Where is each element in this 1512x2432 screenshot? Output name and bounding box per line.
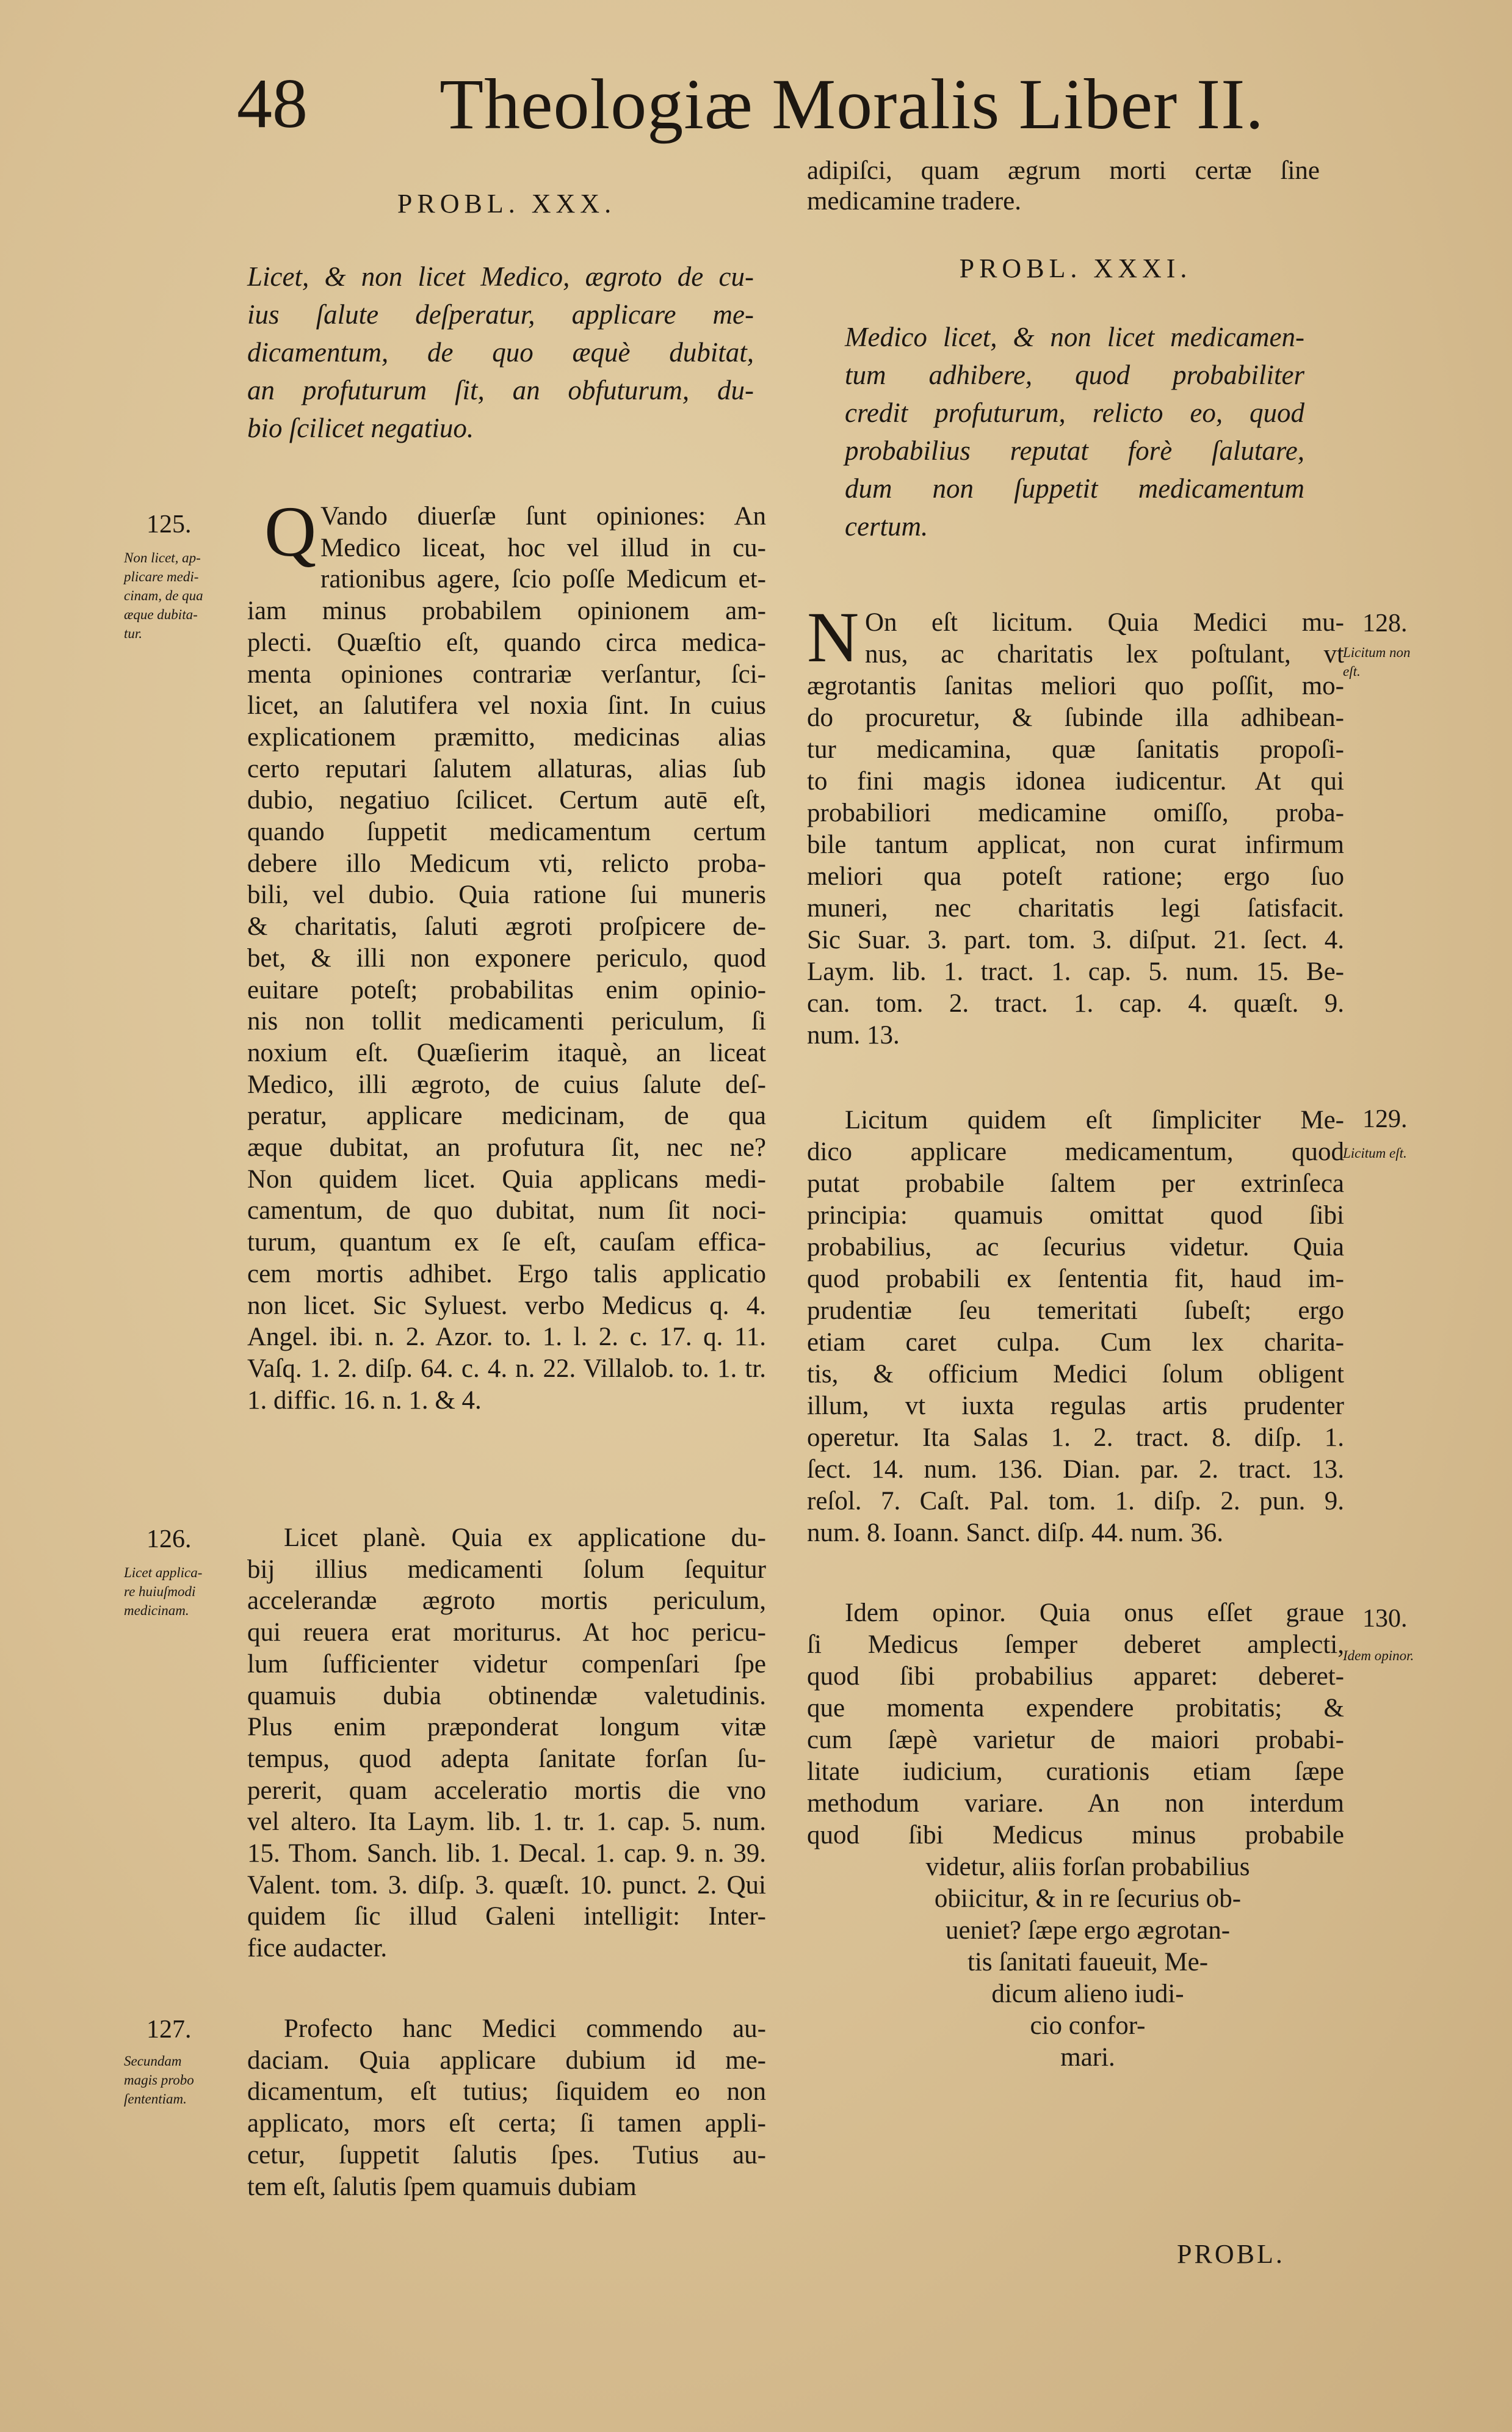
paragraph-line: menta opiniones contrariæ verſantur, ſci- [247, 659, 766, 689]
paragraph-line: quod ſibi probabilius apparet: deberet- [807, 1662, 1344, 1691]
problem-title-line: certum. [845, 511, 928, 542]
marginal-note-line: eſt. [1343, 664, 1361, 679]
paragraph-line: Medico, illi ægroto, de cuius ſalute deſ- [247, 1070, 766, 1099]
paragraph-line: daciam. Quia applicare dubium id me- [247, 2045, 766, 2075]
paragraph-line: bij illius medicamenti ſolum ſequitur [247, 1555, 766, 1584]
paragraph-line: plecti. Quæſtio eſt, quando circa medica- [247, 628, 766, 657]
paragraph-line: On eſt licitum. Quia Medici mu- [865, 608, 1344, 637]
problem-heading: PROBL. XXX. [397, 189, 617, 219]
paragraph-line: 1. diffic. 16. n. 1. & 4. [247, 1385, 482, 1415]
marginal-note-line: ſententiam. [124, 2091, 187, 2107]
paragraph-line: videtur, aliis forſan probabilius [925, 1853, 1250, 1881]
paragraph-line: dico applicare medicamentum, quod [807, 1138, 1344, 1166]
paragraph-line: certo reputari ſalutem allaturas, alias ſub [247, 754, 766, 783]
paragraph-line: Licet planè. Quia ex applicatione du- [284, 1523, 766, 1552]
paragraph-line: cem mortis adhibet. Ergo talis applicatio [247, 1259, 766, 1288]
paragraph-line: bili, vel dubio. Quia ratione ſui muneris [247, 880, 766, 910]
marginal-note-line: Non licet, ap- [124, 550, 201, 565]
marginal-note [1343, 1144, 1465, 1163]
paragraph-line: num. 8. Ioann. Sanct. diſp. 44. num. 36. [807, 1519, 1223, 1547]
paragraph-line: cio confor- [1030, 2011, 1146, 2040]
problem-title-line: dum non ſuppetit medicamentum [845, 473, 1304, 504]
problem-title-line: Medico licet, & non licet medicamen- [845, 322, 1304, 352]
paragraph-line: tis, & officium Medici ſolum obligent [807, 1360, 1344, 1388]
paragraph-line: Vaſq. 1. 2. diſp. 64. c. 4. n. 22. Villalob. to. 1. tr. [247, 1354, 766, 1383]
paragraph-line: Angel. ibi. n. 2. Azor. to. 1. l. 2. c. 17. q. 11. [247, 1323, 766, 1352]
paragraph-line: prudentiæ ſeu temeritati ſubeſt; ergo [807, 1296, 1344, 1325]
paragraph-line: mari. [1060, 2043, 1115, 2072]
paragraph-line: cetur, ſuppetit ſalutis ſpes. Tutius au- [247, 2140, 766, 2169]
running-title: Theologiæ Moralis Liber II. [439, 64, 1264, 144]
paragraph-line: 15. Thom. Sanch. lib. 1. Decal. 1. cap. 9. n. 39. [247, 1839, 766, 1868]
paragraph-line: Licitum quidem eſt ſimpliciter Me- [845, 1106, 1344, 1134]
paragraph-line: accelerandæ ægroto mortis periculum, [247, 1586, 766, 1616]
marginal-note-line: Licet applica- [124, 1565, 203, 1580]
problem-title-line: Licet, & non licet Medico, ægroto de cu- [247, 261, 754, 292]
marginal-note-line: magis probo [124, 2072, 194, 2088]
marginal-number: 125. [146, 510, 192, 539]
paragraph-line: noxium eſt. Quæſierim itaquè, an liceat [247, 1038, 766, 1067]
paragraph-line: bile tantum applicat, non curat infirmum [807, 830, 1344, 859]
paragraph-line: dicamentum, eſt tutius; ſiquidem eo non [247, 2077, 766, 2107]
marginal-note [124, 1563, 246, 1620]
paragraph-line: operetur. Ita Salas 1. 2. tract. 8. diſp. 1. [807, 1423, 1344, 1452]
marginal-note-line: plicare medi- [124, 569, 199, 584]
continued-line: medicamine tradere. [807, 187, 1021, 216]
marginal-note-line: Idem opinor. [1343, 1648, 1414, 1663]
paragraph-line: obiicitur, & in re ſecurius ob- [934, 1884, 1242, 1913]
marginal-note [124, 548, 246, 643]
problem-title-line: dicamentum, de quo æquè dubitat, [247, 337, 754, 368]
paragraph-line: Vando diuerſæ ſunt opiniones: An [320, 502, 766, 531]
page-number: 48 [237, 65, 308, 143]
problem-title-line: an profuturum ſit, an obfuturum, du- [247, 375, 754, 405]
marginal-note-line: medicinam. [124, 1603, 189, 1618]
paragraph-line: applicato, mors eſt certa; ſi tamen appli- [247, 2109, 766, 2138]
marginal-number: 130. [1362, 1605, 1408, 1633]
paragraph-line: tempus, quod adepta ſanitate forſan ſu- [247, 1744, 766, 1773]
marginal-note [124, 2052, 246, 2108]
paragraph-line: dicum alieno iudi- [991, 1980, 1184, 2008]
paragraph-line: probabilius, ac ſecurius videtur. Quia [807, 1233, 1344, 1261]
paragraph-line: meliori qua poteſt ratione; ergo ſuo [807, 862, 1344, 891]
paragraph-line: illum, vt iuxta regulas artis prudenter [807, 1392, 1344, 1420]
marginal-number: 128. [1362, 609, 1408, 637]
paragraph-line: rationibus agere, ſcio poſſe Medicum et- [320, 565, 766, 594]
paragraph-line: Profecto hanc Medici commendo au- [284, 2014, 766, 2043]
drop-cap: Q [264, 492, 317, 572]
marginal-note-line: Secundam [124, 2053, 182, 2069]
paragraph-line: nis non tollit medicamenti periculum, ſi [247, 1007, 766, 1036]
problem-title-line: ius ſalute deſperatur, applicare me- [247, 299, 754, 330]
paragraph-line: quod probabili ex ſententia fit, haud im- [807, 1265, 1344, 1293]
paragraph-line: num. 13. [807, 1021, 900, 1050]
drop-cap: N [807, 597, 859, 677]
paragraph-line: litate iudicium, curationis etiam ſæpe [807, 1757, 1344, 1786]
marginal-note-line: Licitum eſt. [1343, 1145, 1407, 1161]
problem-title-line: bio ſcilicet negatiuo. [247, 413, 474, 443]
paragraph-line: quidem ſic illud Galeni intelligit: Inter- [247, 1902, 766, 1931]
paragraph-line: quamuis dubia obtinendæ valetudinis. [247, 1681, 766, 1710]
problem-title-line: probabilius reputat forè ſalutare, [845, 435, 1304, 466]
paragraph-line: bet, & illi non exponere periculo, quod [247, 943, 766, 973]
paragraph-line: cum ſæpè varietur de maiori probabi- [807, 1726, 1344, 1754]
paragraph-line: explicationem præmitto, medicinas alias [247, 722, 766, 752]
marginal-note-line: cinam, de qua [124, 588, 203, 603]
marginal-note [1343, 1646, 1465, 1665]
paragraph-line: tur medicamina, quæ ſanitatis propoſi- [807, 735, 1344, 764]
marginal-note [1343, 643, 1465, 681]
paragraph-line: non licet. Sic Syluest. verbo Medicus q. 4. [247, 1291, 766, 1320]
paragraph-line: can. tom. 2. tract. 1. cap. 4. quæſt. 9. [807, 989, 1344, 1018]
marginal-note-line: æque dubita- [124, 607, 198, 622]
paragraph-line: quando ſuppetit medicamentum certum [247, 818, 766, 846]
paragraph-line: iam minus probabilem opinionem am- [247, 597, 766, 626]
paragraph-line: etiam caret culpa. Cum lex charita- [807, 1328, 1344, 1357]
problem-title-line: tum adhibere, quod probabiliter [845, 360, 1304, 390]
paragraph-line: Valent. tom. 3. diſp. 3. quæſt. 10. punct. 2. Qui [247, 1870, 766, 1900]
paragraph-line: lum ſufficienter videtur compenſari ſpe [247, 1649, 766, 1679]
paragraph-line: tis ſanitati faueuit, Me- [967, 1948, 1209, 1976]
paragraph-line: tem eſt, ſalutis ſpem quamuis dubiam [247, 2172, 637, 2201]
catchword: PROBL. [1177, 2239, 1285, 2269]
paragraph-line: que momenta expendere probitatis; & [807, 1694, 1344, 1722]
marginal-note-line: Licitum non [1343, 645, 1411, 660]
paragraph-line: debere illo Medicum vti, relicto proba- [247, 849, 766, 878]
marginal-number: 129. [1362, 1105, 1408, 1133]
paragraph-line: reſol. 7. Caſt. Pal. tom. 1. diſp. 2. pun. 9. [807, 1487, 1344, 1515]
paragraph-line: methodum variare. An non interdum [807, 1789, 1344, 1818]
paragraph-line: peratur, applicare medicinam, de qua [247, 1102, 766, 1131]
marginal-number: 126. [146, 1525, 192, 1553]
paragraph-line: ægrotantis ſanitas meliori quo poſſit, mo- [807, 672, 1344, 700]
paragraph-line: ueniet? ſæpe ergo ægrotan- [945, 1916, 1231, 1945]
paragraph-line: probabiliori medicamine omiſſo, proba- [807, 799, 1344, 827]
paragraph-line: to fini magis idonea iudicentur. At qui [807, 767, 1344, 796]
marginal-number: 127. [146, 2016, 192, 2044]
problem-heading: PROBL. XXXI. [959, 253, 1192, 283]
problem-title-line: credit profuturum, relicto eo, quod [845, 397, 1304, 428]
paragraph-line: Medico liceat, hoc vel illud in cu- [320, 533, 766, 562]
marginal-note-line: re huiuſmodi [124, 1584, 196, 1599]
paragraph-line: Plus enim præponderat longum vitæ [247, 1713, 766, 1742]
paragraph-line: Laym. lib. 1. tract. 1. cap. 5. num. 15. Be- [807, 957, 1344, 986]
paragraph-line: putat probabile ſaltem per extrinſeca [807, 1169, 1344, 1198]
paragraph-line: ſect. 14. num. 136. Dian. par. 2. tract. 13. [807, 1455, 1344, 1484]
continued-line: adipiſci, quam ægrum morti certæ ſine [807, 156, 1320, 185]
paragraph-line: muneri, nec charitatis legi ſatisfacit. [807, 894, 1344, 923]
paragraph-line: Sic Suar. 3. part. tom. 3. diſput. 21. ſect. 4. [807, 926, 1344, 954]
paragraph-line: Non quidem licet. Quia applicans medi- [247, 1164, 766, 1194]
paragraph-line: dubio, negatiuo ſcilicet. Certum autē eſt, [247, 786, 766, 815]
paragraph-line: camentum, de quo dubitat, num ſit noci- [247, 1196, 766, 1225]
paragraph-line: turum, quantum ex ſe eſt, cauſam effica- [247, 1228, 766, 1257]
paragraph-line: vel altero. Ita Laym. lib. 1. tr. 1. cap. 5. num. [247, 1807, 766, 1837]
paragraph-line: qui reuera erat moriturus. At hoc pericu- [247, 1618, 766, 1647]
paragraph-line: nus, ac charitatis lex poſtulant, vt [865, 640, 1344, 669]
paragraph-line: æque dubitat, an profutura ſit, nec ne? [247, 1133, 766, 1162]
paragraph-line: do procuretur, & ſubinde illa adhibean- [807, 703, 1344, 732]
paragraph-line: Idem opinor. Quia onus eſſet graue [845, 1599, 1344, 1627]
paragraph-line: & charitatis, ſaluti ægroti proſpicere de- [247, 912, 766, 942]
paragraph-line: principia: quamuis omittat quod ſibi [807, 1201, 1344, 1230]
paragraph-line: ſi Medicus ſemper deberet amplecti, [807, 1630, 1344, 1659]
paragraph-line: pererit, quam acceleratio mortis die vno [247, 1776, 766, 1805]
paragraph-line: licet, an ſalutifera vel noxia ſint. In cuius [247, 691, 766, 721]
paragraph-line: quod ſibi Medicus minus probabile [807, 1821, 1344, 1849]
marginal-note-line: tur. [124, 626, 143, 641]
paragraph-line: euitare poteſt; probabilitas enim opinio- [247, 975, 766, 1004]
paragraph-line: fice audacter. [247, 1934, 388, 1963]
